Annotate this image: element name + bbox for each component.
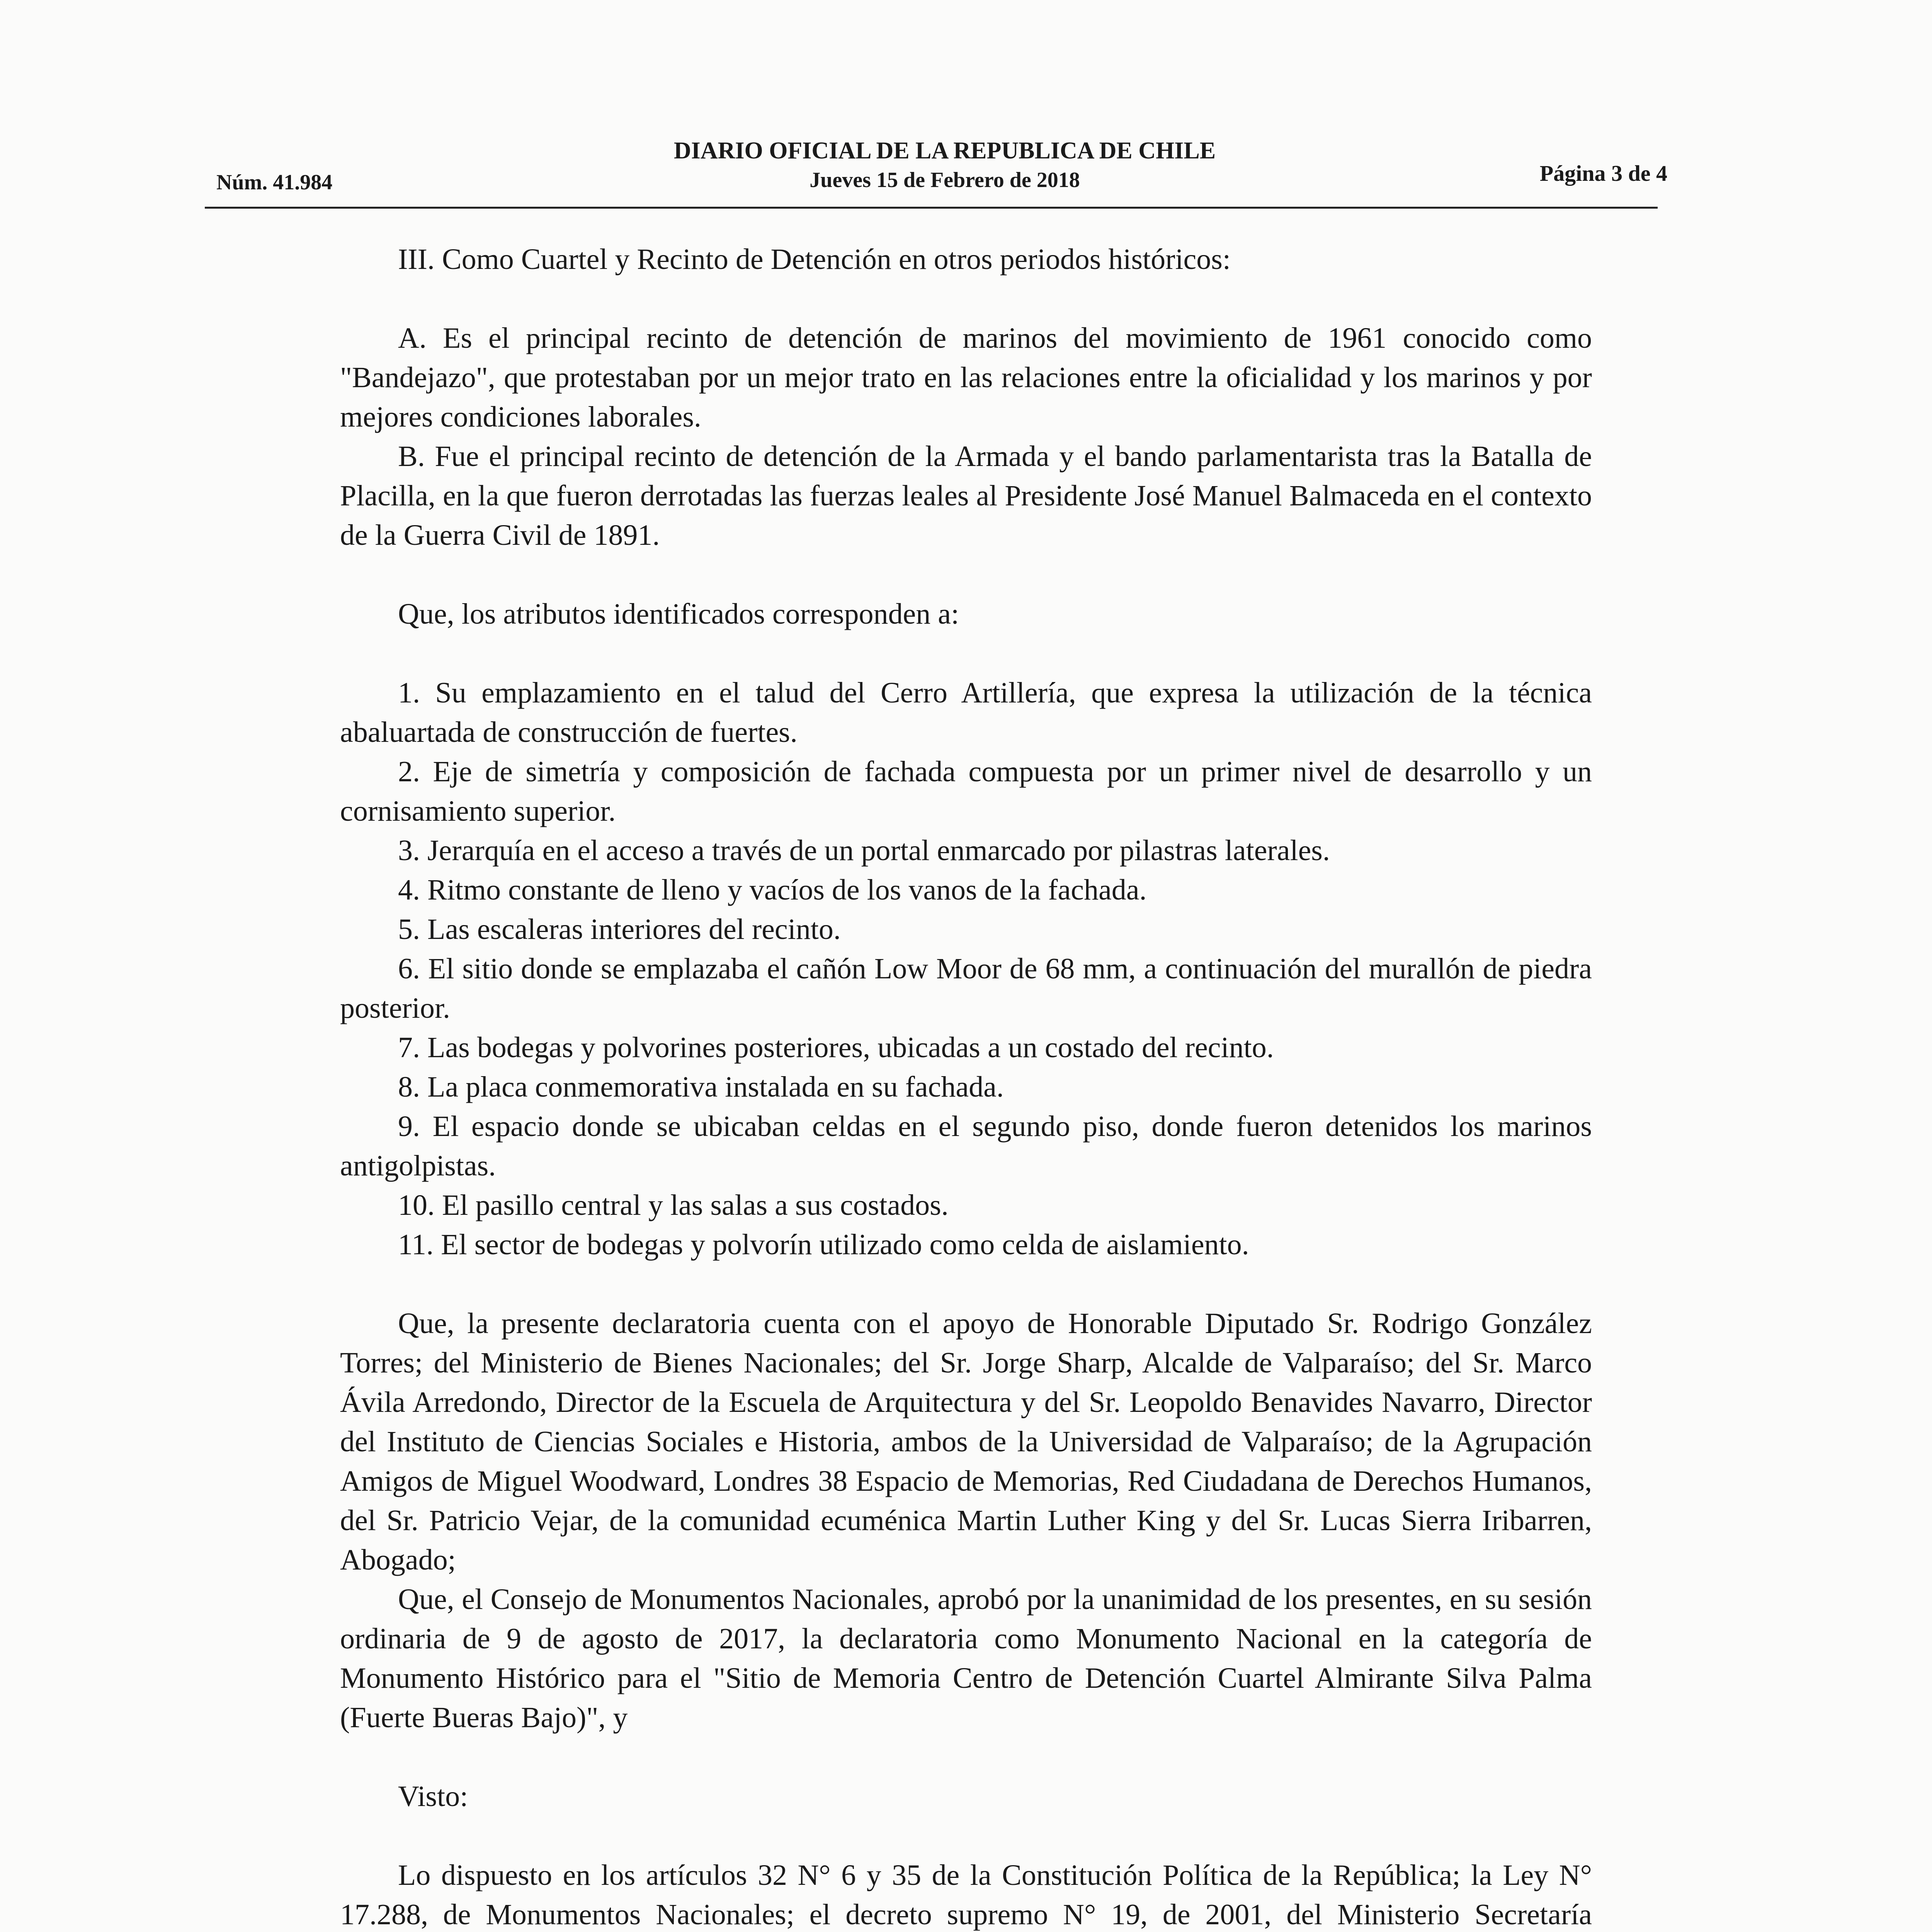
document-body	[340, 240, 1592, 1932]
attribute-item: 7. Las bodegas y polvorines posteriores, ubicadas a un costado del recinto.	[398, 1031, 1274, 1064]
attribute-item: 5. Las escaleras interiores del recinto.	[398, 913, 841, 946]
publication-title: DIARIO OFICIAL DE LA REPUBLICA DE CHILE	[673, 138, 1216, 164]
attribute-item: 11. El sector de bodegas y polvorín utilizado como celda de aislamiento.	[398, 1228, 1249, 1261]
publication-date: Jueves 15 de Febrero de 2018	[810, 168, 1080, 192]
support-paragraph: Que, la presente declaratoria cuenta con el apoyo de Honorable Diputado Sr. Rodrigo González Torres; del Ministerio de Bienes Nacionales; del Sr. Jorge Sharp, Alcalde de Valparaíso; del Sr. Marco Ávila Arredondo, Director de la Escuela de Arquitectura y del Sr. Leopoldo Benavides Navarro, Director del Instituto de Ciencias Sociales e Historia, ambos de la Universidad de Valparaíso; de la Agrupación Amigos de Miguel Woodward, Londres 38 Espacio de Memorias, Red Ciudadana de Derechos Humanos, del Sr. Patricio Vejar, de la comunidad ecuménica Martin Luther King y del Sr. Lucas Sierra Iribarren, Abogado;	[340, 1307, 1592, 1576]
item-a: A. Es el principal recinto de detención de marinos del movimiento de 1961 conocido como "Bandejazo", que protestaban por un mejor trato en las relaciones entre la oficialidad y los marinos y por mejores condiciones laborales.	[340, 322, 1592, 433]
attribute-item: 6. El sitio donde se emplazaba el cañón Low Moor de 68 mm, a continuación del murallón de piedra posterior.	[340, 952, 1592, 1024]
spacer	[340, 555, 1592, 594]
spacer	[340, 1737, 1592, 1777]
visto-paragraph: Lo dispuesto en los artículos 32 N° 6 y 35 de la Constitución Política de la República; la Ley N° 17.288, de Monumentos Nacionales; el decreto supremo N° 19, de 2001, del Ministerio Secretaría	[340, 1859, 1592, 1931]
attribute-item: 10. El pasillo central y las salas a sus costados.	[398, 1189, 949, 1221]
header-number: Núm. 41.984	[216, 170, 333, 194]
spacer	[340, 279, 1592, 318]
attribute-item: 9. El espacio donde se ubicaban celdas en el segundo piso, donde fueron detenidos los marinos antigolpistas.	[340, 1110, 1592, 1182]
section-heading: III. Como Cuartel y Recinto de Detención en otros periodos históricos:	[398, 243, 1231, 276]
council-paragraph: Que, el Consejo de Monumentos Nacionales, aprobó por la unanimidad de los presentes, en su sesión ordinaria de 9 de agosto de 2017, la declaratoria como Monumento Nacional en la categoría de Monumento Histórico para el "Sitio de Memoria Centro de Detención Cuartel Almirante Silva Palma (Fuerte Bueras Bajo)", y	[340, 1583, 1592, 1734]
attribute-item: 4. Ritmo constante de lleno y vacíos de los vanos de la fachada.	[398, 874, 1147, 906]
spacer	[340, 1264, 1592, 1304]
attributes-intro: Que, los atributos identificados corresponden a:	[398, 598, 959, 630]
visto-heading: Visto:	[398, 1780, 468, 1813]
attribute-item: 8. La placa conmemorativa instalada en su fachada.	[398, 1071, 1004, 1103]
header-rule	[205, 207, 1658, 209]
spacer	[340, 1816, 1592, 1855]
attribute-item: 1. Su emplazamiento en el talud del Cerro Artillería, que expresa la utilización de la técnica abaluartada de construcción de fuertes.	[340, 677, 1592, 748]
attribute-item: 2. Eje de simetría y composición de fachada compuesta por un primer nivel de desarrollo y un cornisamiento superior.	[340, 755, 1592, 827]
item-b: B. Fue el principal recinto de detención de la Armada y el bando parlamentarista tras la Batalla de Placilla, en la que fueron derrotadas las fuerzas leales al Presidente José Manuel Balmaceda en el contexto de la Guerra Civil de 1891.	[340, 440, 1592, 551]
attribute-item: 3. Jerarquía en el acceso a través de un portal enmarcado por pilastras laterales.	[398, 834, 1330, 867]
spacer	[340, 634, 1592, 673]
page-indicator: Página 3 de 4	[1539, 161, 1667, 186]
